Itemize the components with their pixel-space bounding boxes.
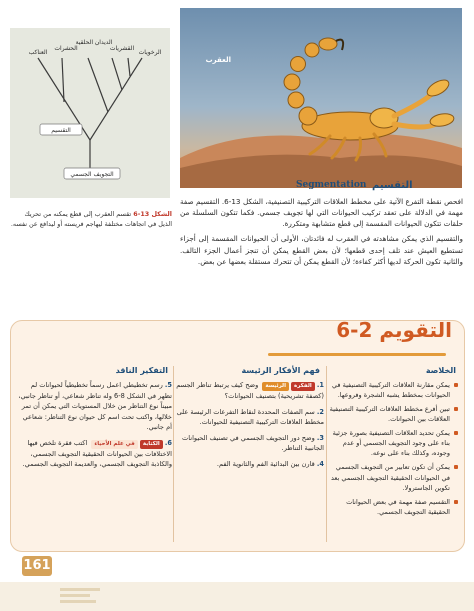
cladogram-figure <box>10 28 170 198</box>
clado-label: الحشرات <box>54 45 78 52</box>
paragraph: والتقسيم الذي يمكن مشاهدته في العقرب له فائدتان، الأولى أن الحيوانات المقسمة إلى أجزاء تستطيع العيش عند تلف إحدى قطعها؛ لأن بعض القطع يمكن أن تنجز أعمال الجزء التالف. والثانية تكون الحركة لديها أكثر كفاءة؛ لأن القطع يمكن أن تتحرك مستقلة بعضها عن بعض. <box>180 234 463 266</box>
main-ideas-list <box>176 380 324 474</box>
clado-label: الرخويات <box>138 49 162 56</box>
critical-thinking-heading: التفكير الناقد <box>115 366 168 375</box>
summary-heading: الخلاصة <box>425 366 456 375</box>
clado-label: الديدان الحلقية <box>75 39 113 46</box>
clado-node-label: التجويف الجسمي <box>70 171 114 178</box>
summary-item: يمكن تحديد العلاقات التصنيفية بصورة جزئية بناء على وجود التجويف الجسمي أو عدم وجوده، وكذلك بناء على نوعه. <box>328 428 458 458</box>
question <box>176 459 324 470</box>
scorpion-illustration <box>180 8 462 188</box>
question-text: سم الصفات المحددة لنقاط التفرعات الرئيسة على مخطط العلاقات التركيبية التصنيفية للحيوانات. <box>176 407 324 427</box>
question <box>176 407 324 428</box>
question-text: قارن بين البدائية الفم والثانوية الفم. <box>216 459 315 468</box>
writing-tag: الكتابة <box>140 440 163 449</box>
question-number: 2. <box>316 407 324 416</box>
summary-item: التقسيم صفة مهمة في بعض الحيوانات الحقيقية التجويف الجسمي. <box>328 497 458 517</box>
summary-list <box>328 380 458 521</box>
question-text: اكتب فقرة تلخص فيها الاختلافات بين الحيوانات الحقيقية التجويف الجسمي، والكاذبة التجويف الجسمي، والعديمة التجويف الجسمي. <box>22 438 172 469</box>
summary-item: يمكن أن تكون تعابير من التجويف الجسمي في الحيوانات الحقيقية التجويف الجسمي بعد تكوين الجاسترولا. <box>328 462 458 492</box>
biology-tag: في علم الأحياء <box>91 440 137 449</box>
review-title <box>252 318 452 358</box>
question <box>16 380 172 433</box>
figure-caption <box>10 210 172 230</box>
main-idea-tag: الرئيسة <box>262 382 289 391</box>
section-body <box>180 196 463 271</box>
critical-thinking-list <box>16 380 172 475</box>
section-title-en: Segmentation <box>296 180 367 190</box>
main-ideas-heading: فهم الأفكار الرئيسة <box>241 366 320 375</box>
question-number: 4. <box>316 459 324 468</box>
question-number: 6. <box>164 438 172 447</box>
question <box>176 433 324 454</box>
scorpion-photo <box>180 8 462 188</box>
figure-caption-text: تقسم العقرب إلى قطع يمكنه من تحريك الذيل في اتجاهات مختلفة ليهاجم فريسته أو ليدافع عن نفسه. <box>10 210 172 228</box>
footer-decoration <box>0 556 474 611</box>
cladogram-diagram <box>10 28 170 198</box>
column-divider <box>326 366 327 542</box>
question-text: وضح كيف يرتبط تناظر الجسم (كصفة تشريحية) بتصنيف الحيوانات؟ <box>176 381 324 400</box>
question-number: 5. <box>164 381 172 389</box>
paragraph: افحص نقطة التفرع الآتية على مخطط العلاقات التركيبية التصنيفية، الشكل 13-6. التقسيم صفة مهمة في الدلالة على تعقد تركيب الحيوانات التي لها تجويف جسمي. فكما تتكون السلسلة من حلقات تتكون الحيوانات المقسمة إلى قطع متشابهة ومتكررة. <box>180 197 463 229</box>
summary-item: تبين أفرع مخطط العلاقات التركيبية التصنيفية العلاقات بين الحيوانات. <box>328 404 458 424</box>
question-text: رسم تخطيطي اعمل رسماً تخطيطياً لحيوانات لم تظهر في الشكل 8-6 وله تناظر شعاعي، أو تناظر جانبي، مبيناً نوع التناظر من خلال المستويات التي يمكن أن تمر خلالها، واكتب تحت اسم كل حيوان نوع التناظر: شعاعي أم جانبي. <box>18 381 172 432</box>
clado-label: العناكب <box>28 49 48 56</box>
question <box>176 380 324 402</box>
question-number: 1. <box>316 381 324 389</box>
section-title-ar: التقسيم <box>372 180 413 191</box>
photo-label: العقرب <box>205 56 231 64</box>
summary-item: يمكن مقارنة العلاقات التركيبية التصنيفية في الحيوانات بمخطط يشبه الشجرة وفروعها. <box>328 380 458 400</box>
review-number: 2-6 <box>336 318 373 342</box>
question <box>16 438 172 470</box>
page-number: 161 <box>23 558 51 573</box>
column-divider <box>173 366 174 542</box>
clado-node-label: التقسيم <box>51 127 71 134</box>
title-underline <box>268 353 446 356</box>
clado-label: القشريات <box>109 45 135 52</box>
figure-number: الشكل 13-6 <box>133 210 172 218</box>
review-title-text: التقويم <box>379 318 452 342</box>
question-text: وضح دور التجويف الجسمي في تصنيف الحيوانات الجانبية التناظر. <box>182 433 324 453</box>
main-idea-tag: الفكرة <box>291 382 315 391</box>
question-number: 3. <box>316 433 324 442</box>
